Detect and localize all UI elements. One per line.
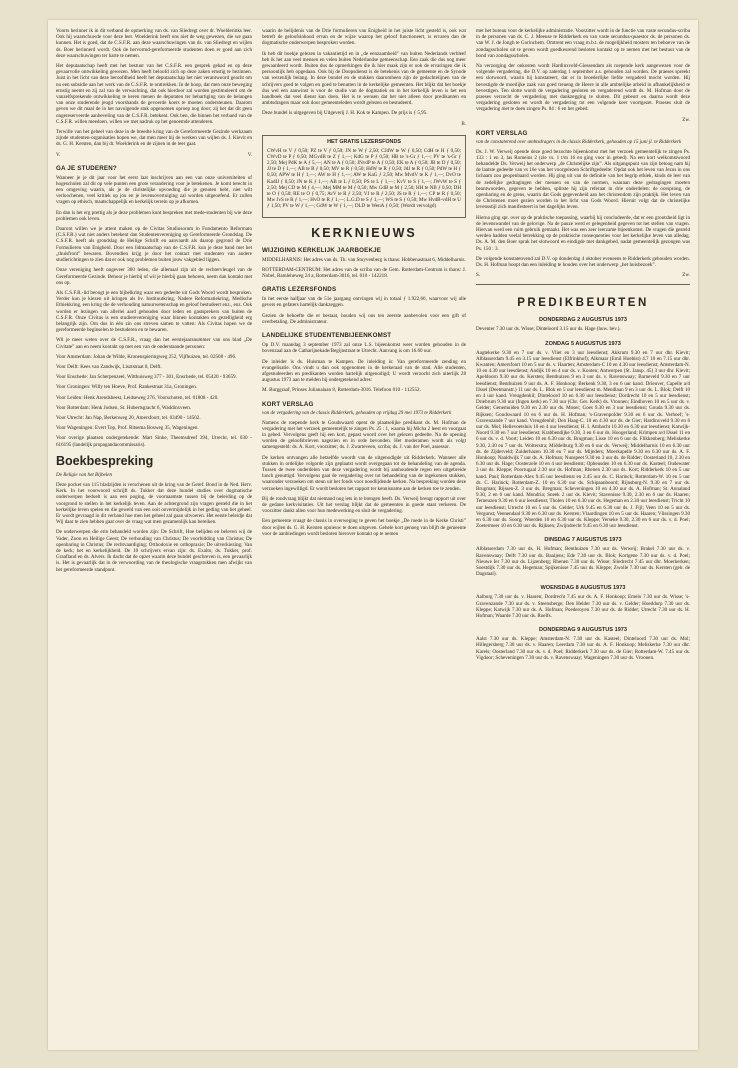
contact-line: Voor overige plaatsen ondergetekende: Mart Sinke, Theemsdreef 394, Utrecht, tel. 030 - 616195 (landelijk propagandacommissaris). — [56, 435, 252, 448]
section-title-predikbeurten: PREDIKBEURTEN — [517, 297, 649, 310]
contact-line: Voor Enschede: Jan Scherpenzeel, Witthuisweg 377 - 301, Enschede, tel. 05420 - 93659. — [56, 374, 237, 381]
paragraph: Ik heb dit boekje gelezen in vakantietijd en in „de eenzaamheid” van buiten Nederlands verbleef heb ik het aan veel mensen en velen buiten Nederlandse gemeenschap. Een zaak die dus nog meer gewaardeerd wordt. Buiten dus de opmerkingen die ik hier maak zijn er ook de ervaringen die ik persoonlijk heb opgedaan. Ook bij de Doopsdienst is de betekenis van de gemeente en de Synode van wezenlijk belang. In deze bundel en de stukken daaromheen zijn de gedachtelijnen van de schrijvers goed te volgen en goed te benutten in de kerkelijke gemeenten. Het blijkt dat het boekje dus wel een aanwinst is voor de studie van de dogmatiek en in het kerkelijk leven is het een handboek dat veel dienst kan doen. Het is te wensen dat het niet alleen door predikanten en ambtsdragers maar ook door gemeenteleden wordt gelezen en bestudeerd. — [262, 50, 466, 107]
contact-line: Voor Amsterdam: Johan de Wilde, Kronenspieringweg 252, Vijfhuizen, tel. 02508 - 496. — [56, 353, 237, 360]
day-schedule: Alblasserdam 7.30 uur ds. H. Hofman; Benthuizen 7.30 uur ds. Verweij; Brakel 7.30 uur ds. v. Ravenswaay; Delft 7.30 uur ds. Baaijens; Ede 7.30 uur ds. Blok; Kortgene 7.30 uur ds. v. d. Poel; Nieuwe Ier 7.30 uur ds. Lijzenberg; Rhenen 7.30 uur ds. Wisse; Sliedrecht 7.45 uur dhr. Moerkerken; Soestdijk 7.30 uur ds. Hegeman; Spijkenisse 7.45 uur ds. Kleppe; Zwolle 7.30 uur ds. Kersten (geb. de Dagstaal). — [476, 546, 690, 578]
day-schedule: Aagtekerke 9.30 en 7 uur ds. v. Vliet en 3 uur leesdienst; Akkrum 9.30 en 7 uur dhr. Kievit; Alblasserdam 9.45 en 3.15 uur leesdienst (Elfrinkhof); Alkmaar (Emil Hoeblst) 4.7 10 en 7.15 uur dhr. Kwanten; Amersfoort 10 en 5 uur ds. v. Haarten; Amsterdam-C 10 en 4.30 uur leesdienst; Amsterdam-N. 10 en 4.30 uur leesdienst; Andijk 10 en 4 uur ds. v. Kooten; Antwerpen (St. Jansp. 45) 3 uur dhr. Kievit; Apeldoorn 9.30 uur ds. Kersten; Benthuizen 9 en 3 uur ds. v. Ravenswaay; Barneveld 9.30 en 7 uur leesdienst; Benthuizen 9 uur ds. A. F. Honkoop; Berkenk 9.30, 3 en 6 uur kand. Drieuver, Capelle a/d IJssel (Deetmanstr.) 11 uur ds. L. Blok en 5 uur leesdienst m. Mendlaan 9 en 3 uur ds. L. Blok; Delft 10 en 4 uur kand. Vreugdenhil; Dinteloord 10 en 6.30 uur leesdienst; Dordrecht 10 en 5 uur leesdienst; Driebrum 9.30 uur (Ingen kerk) en 7.30 uur (Chr. Ger. Kerk) ds. Vroonen; Eindhoven 10 en 5 uur ds. v. Gelder; Genemuiden 9.30 en 2.30 uur ds. Moser; Goes 9.30 en 3 uur leesdienst; Gouda 9.30 uur ds. Rijksen; Goudswaard 10 en 6 uur ds. H. Hofman; 's-Gravenpolder 9.30 en 6 uur ds. Verhoef; 's-Gravenzande 7 uur kand. Vreugdenhil; Den Haag-C. 10 en 4.30 uur ds. de Gier; Hardinxveld 9.30 en 6 uur ds. Mol; Hellevoetsluis 10 en 4 uur leesdienst; H. I. Ambacht 10.30 en 6.30 uur leesdienst; Katwijk-Noord 9.30 en 7 uur leesdienst; Krabbendijke 9.30, 3 en 6 uur ds. Hoogerland; Krimpen a/d IJssel 11 en 6 uur ds. v. d. Voort; Leiden 10 en 6.30 uur ds. Brugman; Lisse 10 en 6 uur ds. Flikkenberg; Meliskerke 9.30, 2.30 en 7 uur ds. Wolterstra; Middelburg 9.30 en 6 uur ds. Verweij; Middelharnis 10 en 6.30 uur ds. de Zijderveld; Zuiderhazen 10.30 en 7 uur ds. Mijnders; Moerkapelle 9.30 en 6.30 uur ds. A. F. Honkoop; Naaldwijk 7 uur ds. A. Hofman; Nunspeet 9.30 en 3 uur ds. de Ridder; Oosterland 10, 2.30 en 6.30 uur ds. Hage; Oosterzele 10 en 4 uur leesdienst; Opheusden 10 en 6.30 uur ds. Kasteel; Oudewater 3 uur ds. Kleppe; Poortugaal 2.30 uur ds. Hofman; Rhenen 2.30 uur ds. Kort; Ridderkerk 10 en 5 uur kand. Paul; Rotterdam-Alex 9.45 uur leesdienst en 2.45 uur ds. C. Harinck; Rotterdam-W. 10 en 5 uur ds. C. Harinck; Rotterdam-Z. 10 en 6.30 uur ds. Schipaanboord; Rijnsburg-N. 9.30 en 7 uur ds. Brugman; Rijssen-Z. 3 uur ds. Bregman; Scheveningen 10 en 4.30 uur ds. A. Hofman; St. Annaland 9.30, 2 en 6 uur kand. Mondria; Sneek 2 uur ds. Kievit; Stavenisse 9.30, 2.30 en 6 uur ds. Haaren; Terneuzen 9.30 en 6 uur leesdienst; Tholen 10 en 6.30 uur ds. Hegeman en 2.30 uur leesdienst; Tricht 10 uur leesdienst; Utrecht 10 en 5 uur ds. Gelder; Urk 9.45 en 6.30 uur ds. J. Fijl; Veen 10 en 5 uur ds. Vergunst; Veenendaal 9.30 en 6.30 uur ds. Kersten; Vlaardingen 10 en 5 uur ds. Haaren; Vlissingen 9.30 en 6.30 uur ds. Soorg; Woerden 10 en 6.30 uur ds. Kleppe; Yerseke 9.30, 2.30 en 6 uur ds. v. d. Poel; Zoetermeer 10 en 6.30 uur ds. Rijksen; Zwijndrecht 9.45 en 6.30 uur leesdienst. — [476, 349, 690, 530]
day-heading: DONDERDAG 2 AUGUSTUS 1973 — [538, 317, 628, 324]
signature — [56, 152, 252, 158]
paragraph: Na verzorging der onkosten wordt Hardinxveld-Giessendam als roepende kerk aangewezen voor de volgende vergadering, die D.V. op zaterdag 1 september a.s. gehouden zal worden. De praeses spreekt een slotwoord, waarin hij konstateert, dat er in broederlijke liefde vergaderd mocht worden. Hij bevestigde de moeilijke zaak van goed treueng de Heere in alle ambtelijke arbeid in afhankelijkheid te bevestigen. Ten slotte wordt de vergadering gesloten en vergaderend wordt ds. M. Hofman door de praeses verzocht de vergadering met dankzegging te sluiten. Dit gebeurt en daarna wordt deze vergadering gesloten en wordt de vergadering tot een volgende keer voortgezet. Praeses sluit de vergadering met te doen zingen Ps. 84 : 6 en het gebed. — [476, 63, 690, 113]
signature — [262, 121, 466, 127]
giften-list: CWvH te V ƒ 0,50; PZ te V ƒ 0,50; JN te W ƒ 2,50; CJdW te W ƒ 0,50; CdH te H ƒ 0,50; CWvD te P ƒ 0,50; MGvdB te Z ƒ 1,—; KdG te P ƒ 0,50; HB te 's-Gr ƒ 1,—; PV te 's-Gr ƒ 2,50; Mej PdK te A ƒ 5,—; AN te A ƒ 0,50; JNvdP te A ƒ 0,50; EK te A ƒ 0,50; JB te D ƒ 0,50; JJ te D ƒ 1,—; AB te R ƒ 0,50; MV te R ƒ 0,50; HdW te R ƒ 0,50; JdJ te R ƒ 0,50; PdW te H ƒ 0,50; APW te H ƒ 1,—; AW te H ƒ 1,—; AW te KaG ƒ 2,50; Mw MvdV te K ƒ 1,—; DvO te KadIJ ƒ 0,50; JN te K ƒ 1,—; AB te L ƒ 0,50; PS te L ƒ 1,—; KvV te S ƒ 1,—; JWvW te S ƒ 2,50; Mej CD te M ƒ 4,—; Mej MM te M ƒ 0,50; Mw GdB te M ƒ 2,50; HH te NB ƒ 0,50; DH te O ƒ 0,50; RE te O ƒ 0,75; AvV te R ƒ 2,50; VJ te R ƒ 2,50; JS te R ƒ 1,—; CP te R ƒ 0,50; Mw JvS te R ƒ 1,—; HvO te R ƒ 1,—; L.G.D te S ƒ 1,—; WS te S ƒ 0,50; Mw HvdB-vdH te U ƒ 1,50; PV te W ƒ 1,—; GdW te W ƒ 1,—; DLD te WenA ƒ 0,50; (Wordt vervolgd) — [267, 147, 461, 210]
section-heading: KORT VERSLAG — [262, 400, 314, 408]
column-right — [476, 28, 690, 1042]
paragraph: Namens de roepende kerk te Goudswaard opent de plaatselijke predikant ds. M. Hofman de vergadering met het verzoek gemeentelijk te zingen Ps. 25 : 1, waarna hij Micha 2 leest en voorgaat in gebed. Vervolgens geeft hij een kort, gepast woord over het gelezen gedeelte. Na de opening worden de geloofsbrieven nagezien en in orde bevonden. Het moderamen wordt als volgt samengesteld: ds. A. Kort, voorzitter; ds. J. Zwarteveen, scriba; ds. J. van der Poel, assessor. — [262, 419, 466, 451]
paragraph: Wanneer je je dit jaar voor het eerst laat inschrijven aan een van onze universiteiten of hogescholen zal dit op vele punten een grote verandering voor je betekenen. Je komt terecht in een omgeving waarin, als je de christelijke opvoeding die je genoten hebt, niet wilt verloochenen, veel kritiek op jou en je levensovertuiging zal worden uitgeoefend. Er zullen vragen op ethisch, maatschappelijk en kerkelijk terrein op je afkomen. — [56, 174, 252, 206]
day-schedule: Aalst 7.30 uur ds. Kleppe; Amsterdam-N. 7.30 uur ds. Kasteel; Dinteloord 7.30 uur ds. Mol; Hillegersberg 7.30 uur ds. v. Haaren; Leerdam 7.30 uur ds. A. F. Honkoop; Meliskerke 7.30 uur dhr. Karels; Oosterland 7.30 uur ds. v. d. Poel; Ridderkerk 7.30 uur ds. de Gier; Rotterdam-W. 7.45 uur ds. Vigdoor; Scheveningen 7.30 uur ds. v. Ravenswaay; Wageningen 7.30 uur ds. Vroonen. — [476, 636, 690, 661]
paragraph: waarin de belijdenis van de Drie formulieren van Enigheid in het juiste licht gesteld is, ook wat betreft de geloofsinhoud ervan en de wijze waarop het geloof functioneert, is ervaren dan de dogmatische onderwerpen besproken worden. — [262, 28, 466, 47]
day-schedule: Deventer 7.30 uur ds. Wisse; Dinteloord 3.15 uur ds. Hage (huw. bev.). — [476, 326, 621, 333]
giften-box — [262, 135, 466, 218]
paragraph: ROTTERDAM-CENTRUM: Het adres van de scriba van de Gem. Rotterdam-Centrum is thans: J. Nobel, Ramleheweg 24 a, Rotterdam-3016, tel. 010 - 142218. — [262, 266, 466, 280]
paragraph: En dan is het erg prettig als je deze problemen kunt bespreken met mede-studenten bij wie deze problemen ook leven. — [56, 209, 252, 222]
paragraph: Bij de rondvraag blijkt dat niemand nog iets in te brengen heeft. Ds. Verweij brengt rapport uit over de gedane kerkvisitaties. Uit het verslag blijkt dat de gemeenten in goede staat verkeren. De voorzitter dankt allen voor hun medewerking en sluit de vergadering. — [262, 495, 466, 515]
paragraph: De inleider is ds. Huisman te Kampen. De inleiding is: Van gereformeerde zending en evangelisatie. Ons vindt u dan ook opgenomen in de kerkeraad van de stad. Alle studenten, afgestudeerden en predikanten worden hartelijk uitgenodigd; U wordt verzocht zich uiterlijk 28 augustus 1973 aan te melden bij ondergetekend adres: — [262, 358, 466, 384]
day-heading: WOENSDAG 8 AUGUSTUS 1973 — [540, 585, 626, 592]
contact-line: Voor Rotterdam: Henk Jodsen, St. Hubertsgracht 6, Waddinxveen. — [56, 404, 192, 411]
signature — [476, 272, 690, 278]
paragraph: Daarom willen we je attent maken op de Civitas Studiosorum in Fundamento Reformato (C.S.F.R.) wat niet anders betekent dan Studentenvereniging op Gereformeerde Grondslag. De C.S.F.R. heeft als grondslag de Heilige Schrift en aanvaardt als daarop gegrond de Drie Formulieren van Enigheid. Door een lidmaatschap van de C.S.F.R. kun je deze band met het „thuisfront” bewaren. Bovendien krijg je door het contact met studenten van andere studierichtingen te zien dat er ook nog problemen buiten jouw vakgebied liggen. — [56, 226, 252, 264]
signature-left: S. — [476, 272, 481, 279]
paragraph: Voorts herinner ik in dit verband de opmerking van ds. van Sliedregt over dr. Woelderinks leer. Ook hij waarschuwde voor deze leer. Woelderink heeft ons niet de weg gewezen, die we gaan kunnen. Het is goed, dat de C.S.F.R. aan deze waarschuwingen van ds. van Sliedregt en wijlen ds. Boer herinnerd wordt. Ook de hervormd-gereformeerde studenten doen er goed aan zich deze waarschuwingen ter harte te nemen. — [56, 28, 252, 59]
paragraph: Als C.S.F.R.-lid beoogt je een bijbelkring waar een gedeelte uit Gods Woord wordt besproken. Verder kun je kiezen uit kringen als bv. Instituutkring, Nadere Reformatiekring, Medische Ethiekkring, een kring die de verhouding natuurwetenschap en geloof bestudeert enz., enz. Ook worden er lezingen van allerlei aard gehouden door leden en gastsprekers van buiten de C.S.F.R. Onze Civitas is een studierevereniging waar binnen kontakten en gezelligheid erg belangrijk zijn. Om dus in één zin ons streven samen te vatten: Als Civitas hopen we de gereformeerde beginselen te bestuderen en te bewaren. — [56, 289, 252, 334]
paragraph: Het deputaatschap heeft met het bestuur van het C.S.F.R. een gesprek gehad en op deze gevaarvolle ontwikkeling gewezen. Men heeft beloofd zich op deze zaken ernstig te bezinnen. Juist in het licht van deze beroofdheid heeft het deputaatschap het niet verantwoord geacht om nu een subsidie aan het werk van de C.S.F.R. te onttrekken. In de hoop, dat men onze beweging ernstig neemt en zij zal van de verwachting, dat ook hierdoor zal worden gestimuleerd om de vanzelfsprekende ontwikkeling te keren menen de deputaten ter behartiging van de belangen van onze studerende jeugd voorshands de gevoerde koers te moeten ondersteunen. Daarom geven we dit maal de in het navolgende stuk opgenomen oproep nog door; zij het dat dit geen ongereserveerde aanbeveling van de C.S.F.R. betekent. Ook ben, die binnen het verband van de C.S.F.R. willen meedoen, willen we met nadruk op het genoemde attenderen. — [56, 63, 252, 125]
section-title-kerknieuws: KERKNIEUWS — [311, 225, 417, 240]
section-heading: WIJZIGING KERKELIJK JAARBOEKJE — [262, 246, 382, 254]
contact-line: Voor Utrecht: Jan Nap, Berkenweg 20, Amersfoort, tel. 03490 - 14502. — [56, 414, 201, 421]
day-heading: DONDERDAG 9 AUGUSTUS 1973 — [538, 627, 628, 634]
section-heading: GA JE STUDEREN? — [56, 164, 117, 172]
paragraph: De volgende konstatenvend zal D.V. op donderdag 4 oktober eveneens te Ridderkerk gehouden worden. Ds. H. Hofman hoopt dan een inleiding te houden over het onderwerp „het huisbezoek”. — [476, 255, 690, 269]
contact-line: Voor Groningen: Willy ten Hoeve, Prof. Rankestraat 31a, Groningen. — [56, 384, 198, 391]
section-heading: LANDELIJKE STUDENTENBIJEENKOMST — [262, 332, 392, 340]
signature-right: Zw. — [682, 272, 690, 279]
signature-left: V. — [56, 151, 61, 158]
paragraph: Onze vereniging heeft ongeveer 300 leden, die allemaal zijn uit de rechtervleugel van de Gereformeerde Gezinde. Behoor je hierbij of wil je hierbij gaan behoren, neem dan kontakt met ons op. — [56, 267, 252, 286]
newspaper-page — [48, 20, 698, 1050]
giften-box-title: HET GRATIS LEZERSFONDS — [327, 138, 401, 145]
signature-right: V. — [247, 151, 252, 158]
paragraph: Deze bundel is uitgegeven bij Uitgeverij J. H. Kok te Kampen. De prijs is ƒ 5,95. — [262, 110, 428, 117]
day-heading: DINSDAG 7 AUGUSTUS 1973 — [544, 537, 622, 544]
paragraph: Terwille van het geheel van deze in de breedte kring van de Gereformeerde Gezinde werkzaam zijnde studenten-organisaties hopen we, dat men meer bij de werken van wijlen ds. J. Kievit en ds. G. H. Kersten, dan bij dr. Woelderink en de zijnen in de leer gaat. — [56, 129, 252, 148]
signature-right: Zw. — [682, 116, 690, 123]
paragraph: Deze pocket van 115 bladzijden is verschenen uit de kring van de Geref. Bond in de Ned. Herv. Kerk. In het voorwoord schrijft ds. Tukker dat deze bundel studies over dogmatische onderwerpen bedoelt is aan een poging, de voornaamste tussen bij de beleiding op de voorgrond te stellen in het kerkelijk leven. Aan de achtergrond zijn vragen gesteld die in het kerkelijke leven spelen en die geweld van een ooit onvermijdelijk in het geding van het geheel. Er wordt gevraagd in dit verband hoe men het geheel zal gaan uitvoeren. Het eerste beleidje dat Wij daar te zien hebben gaat over de vraag wat men gezamenlijk kan bereiken. — [56, 481, 252, 526]
paragraph: In het eerste halfjaar van de 51e jaargang ontvingen wij in totaal ƒ 1.922,66, waarvoor wij alle gevers en gefaters hartelijk dankzeggen. — [262, 296, 466, 309]
section-subheading: van de vergadering van de classis Ridderkerk, gehouden op vrijdag 29 mei 1973 te Ridderkerk — [262, 410, 452, 416]
paragraph: De onderwerpen die erin behandeld worden zijn: De Schrift, Hoe belijden en beleven wij de Vader, Zoon en Heilige Geest; De verhouding van Christus; De voorbidding van Christus; De openbaring in Christus; De rechtvaardiging; Orthodoxie en orthopraxie; De uitverkiezing; Van de kerk; het en kerkelijkheid. De 10 schrijvers ervan zijn: ds. Exalto, ds. Tukker, prof. Graafland en ds. Alvers. Ik dacht dat de opzet waarin deze bundel geschreven is, een gevaarlijk is. Het is gevaarlijk dat in de verwoording van de theologische vraagstukken men afwijkt van het gereformeerde standpunt. — [56, 529, 252, 573]
section-heading: KORT VERSLAG — [476, 129, 528, 137]
divider — [476, 284, 690, 285]
paragraph: MIDDELHARNIS: Het adres van ds. Th. van Stuyvenberg is thans: Hobbenastraat 6, Middelharnis. — [262, 256, 466, 263]
signature-right: B. — [461, 120, 466, 127]
section-subheading: van de constaterend over ambtsdragers in de classis Ridderkerk, gehouden op 15 juni jl. te Ridderkerk — [476, 139, 682, 145]
contact-line: Voor Wageningen: Evert Top, Prof. Ritsema Bosweg 35, Wageningen. — [56, 425, 199, 432]
day-schedule: Aalburg 7.30 uur ds. v. Haaren; Dordrecht 7.45 uur ds. A. F. Honkoop; Emelo 7.30 uur ds. Wisse; 's-Gravenzande 7.30 uur ds. v. Steensberge; Den Helder 7.30 uur ds. v. Gelder; Hoeddorp 7.30 uur ds. Kleppe; Katwijk 7.30 uur ds. A. Hofman; Poederoyen 7.30 uur ds. de Ridder; Utrecht 7.30 uur ds. H. Hofman; Waarde 7.30 uur ds. Roelfs. — [476, 594, 690, 620]
day-heading: ZONDAG 5 AUGUSTUS 1973 — [545, 340, 621, 347]
paragraph: Wil je meer weten over de C.S.F.R., vraag dan het eerstejaarsnummer van ons blad „De Civitate” aan en neem kontakt op met een van de onderstaande personen: — [56, 337, 252, 350]
paragraph: Gezien de behoefte die er bestaat, houden wij ons ten zeerste aanbevolen voor een gift of overbetaling. De administrateur. — [262, 312, 466, 325]
column-left — [56, 28, 252, 1042]
signature — [476, 117, 690, 123]
column-middle — [262, 28, 466, 1042]
paragraph: De kerken ontvangen alle hetzelfde woordt van de uitgenodigde uit Ridderkerk. Wanneer alle stukken in ordelijke volgorde zijn geplaatst wordt overgegaan tot de behandeling van de agenda. Tussen de twee onderdelen van deze vergadering wordt bij aanhoudende regen een uitgebreide lunch genuttigd. Vervolgens gaat de vergadering over tot behandeling van de ingekomen stukken, waaronder verzoeken om steun uit het fonds voor noodlijdende kerken. Na bespreking worden deze verzoeken ingewilligd. Er wordt besloten het rapport ter kennisname aan de kerken toe te zenden. — [262, 454, 466, 492]
contact-line: Voor Delft: Kees van Zandwijk, Lisztstraat 8, Delft. — [56, 363, 162, 370]
section-heading: GRATIS LEZERSFONDS — [262, 286, 337, 294]
contact-line: Voor Leiden: Henk Arendsbeest, Leidseweg 276, Voorschoten, tel. 01808 - 420. — [56, 394, 219, 401]
paragraph: Ds. J. W. Verweij opende deze goed bezochte bijeenkomst met het verzoek gemeentelijk te zingen Ps. 133 : 1 en 3, las Romeins 2 (zie vs. 1 t/m 16 en ging voor in gebed). Na een kort welkomstwoord behandelde Ds. Verweij het onderwerp „de Christelijke zijn”. Als uitgangspunt van zijn betoog nam hij de laatste gedeelte van vs 16e van het voorgelezen Schriftgedeelte: Opdat ook het leven van Jezus in ons lichaam zou geopenbaard worden. Hij ging uit van de definitie van het begrip ethiek, kinds de leer van de zedelijke gedragingen der mensen en van de normen, waaraan deze gedragingen moeten beantwoorden, gegeven te hebben, splitste hij zijn referaat in drie onderdelen: de oorsprong, de openbaring en de grens, waarin dat Gods gegevenheid aan het christendom zijn praktijk. Het leven van de Christenen moet gezien worden in het licht van Gods Woord. Hieruit volgt dat de christelijke levensstijl zich manifesteert in het dagelijks leven. — [476, 148, 690, 211]
paragraph: Op D.V. maandag 3 september 1973 zal onze L.S. bijeenkomst weer worden gehouden in de bovenzaal aan de Catharijnekade/Begijnstraat te Utrecht. Aanvang is om 16.60 uur. — [262, 342, 466, 355]
book-subtitle: De Religie van het Bijbelen — [56, 471, 113, 478]
paragraph: M. Burggraaf, Prinses Julianalaan 8, Rotterdam-3016. Telefoon 010 - 112552. — [262, 387, 421, 394]
paragraph: Hierna ging spr. over op de praktische toepassing, waarbij hij concludeerde, dat er een grootsheid ligt in de levenswandel van de gelovige. Na de pauze werd er gelegenheid gegeven tot het stellen van vragen. Hiervan werd een ruim gebruik gemaakt. Het was een zeer leerzame bijeenkomst. De vragen die gesteld werden hadden veelal betrekking op de praktische consequenties voor het kerkelijke leven van alledag. Ds. A. M. den Boer sprak het slotwoord en eindigde met dankgebed, nadat gemeentelijk gezongen was Ps. 150 : 3. — [476, 214, 690, 252]
paragraph: Een gemeente vraagt de classis in overweging te geven het boekje „De roede in de Kerke Christi” door wijlen ds. G. H. Kersten opnieuw te doen uitgeven. Gehele kort genoeg van blijft de gemeente voor de aanbiedingen wordt besloten hierover kontakt op te nemen — [262, 518, 466, 537]
section-title-boekbespreking: Boekbespreking — [56, 453, 154, 468]
paragraph: met het bureau voor de kerkelijke administratie. Voorzitter wordt in de functie van vaste secundus-scriba in de personen van ds. C. J. Meeuse te Ridderkerk en van vaste secundus-quaestor ds. de personen ds. van W. J. de Jongh te Gorinchem. Omtrent een vraag m.b.t. de mogelijkheid mosters ten behoeve van de zondagsscholen uit te geven wordt goedkeurend besloten kontakt op te nemen met het bestuur van de bond van zondagsscholen. — [476, 28, 690, 59]
